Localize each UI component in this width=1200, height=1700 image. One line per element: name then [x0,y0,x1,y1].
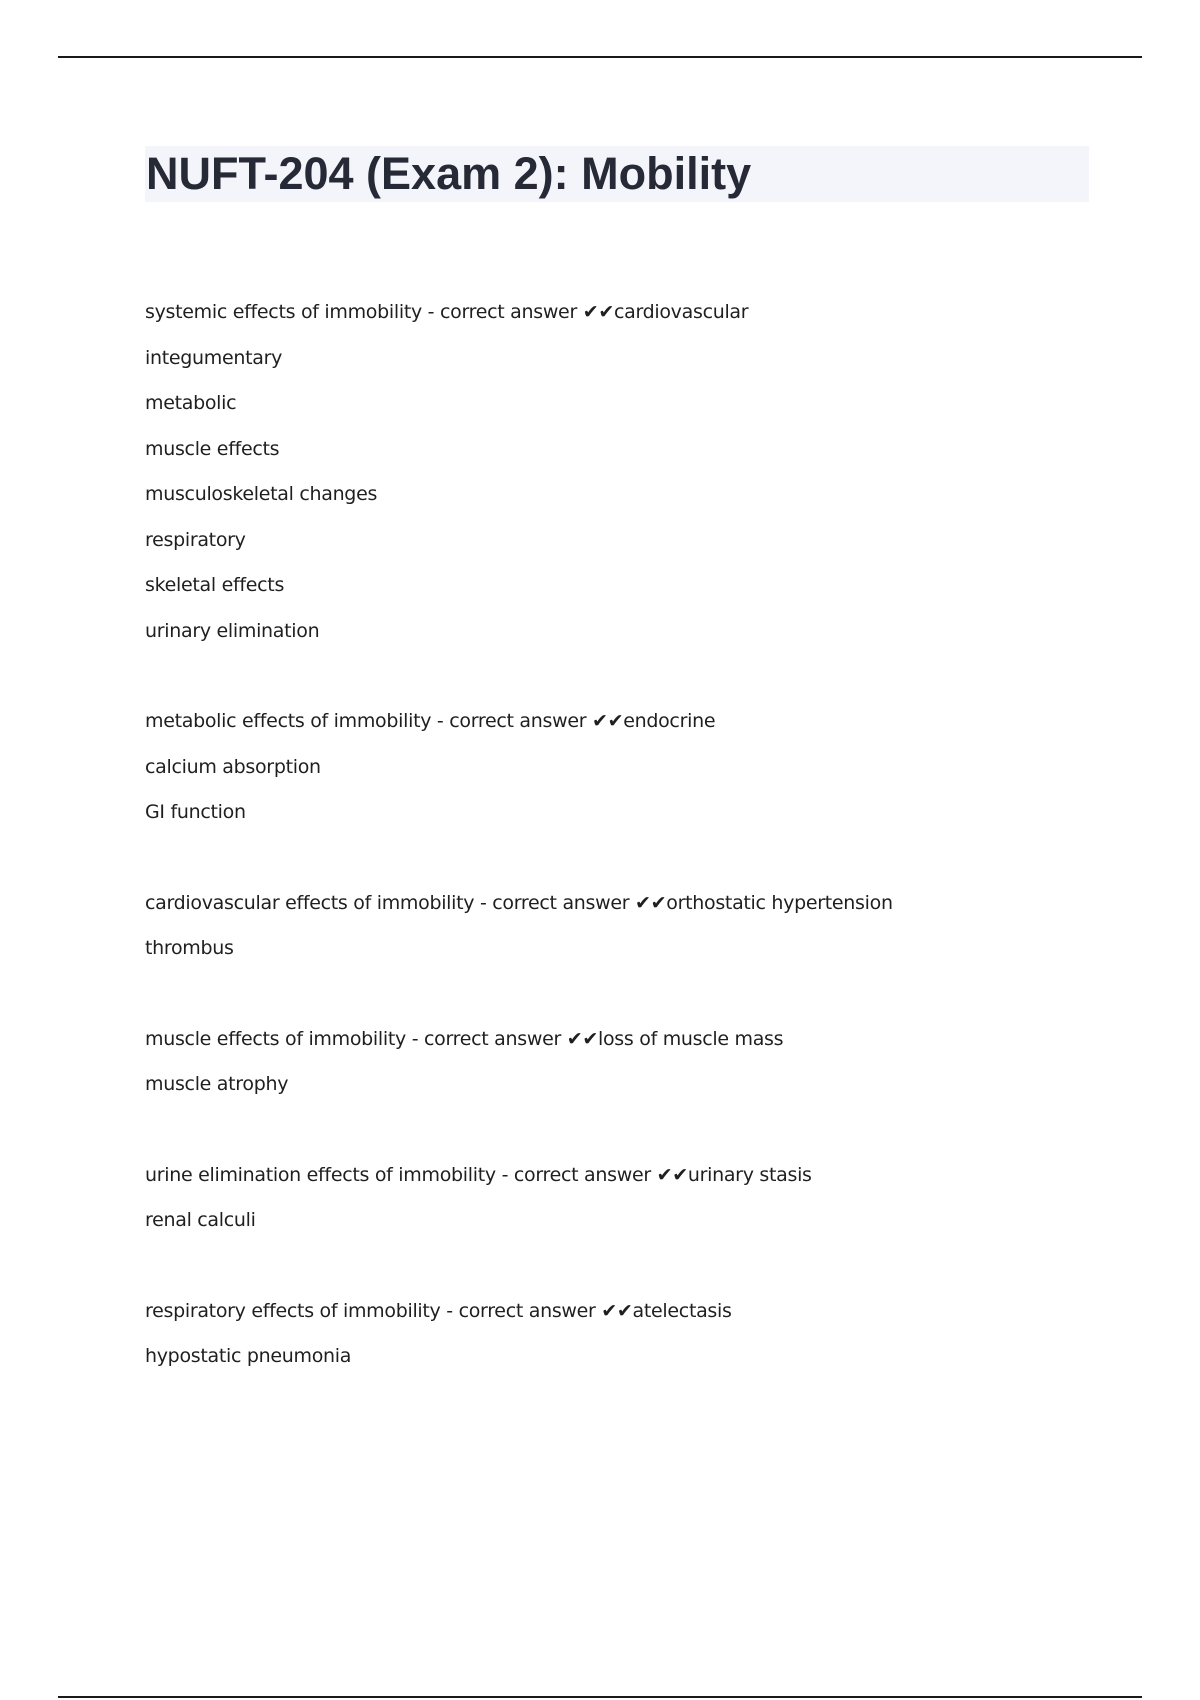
question-line [145,699,1105,745]
flashcard-entry [145,1153,1105,1244]
flashcard-list [145,290,1105,1425]
answer-text: orthostatic hypertension [666,891,893,914]
answer-line: metabolic [145,392,237,414]
question-text: cardiovascular effects of immobility [145,891,475,914]
answer-line: urinary elimination [145,619,320,642]
answer-text: cardiovascular [613,301,749,323]
answer-marker: correct answer ✔✔ [424,1027,598,1050]
separator: - [421,301,440,323]
separator: - [440,1299,459,1322]
answer-text: urinary stasis [687,1163,812,1186]
bottom-divider [58,1696,1142,1698]
question-text: systemic effects of immobility [145,301,422,323]
answer-line: GI function [145,801,246,823]
answer-line: skeletal effects [145,574,285,596]
answer-line: integumentary [145,346,283,369]
question-text: respiratory effects of immobility [145,1299,441,1322]
answer-marker: correct answer ✔✔ [439,301,614,323]
answer-line: muscle atrophy [145,1073,289,1095]
question-line [145,1289,1105,1335]
flashcard-entry [145,290,1105,654]
answer-marker: correct answer ✔✔ [492,891,667,914]
top-divider [58,56,1142,58]
answer-line: thrombus [145,937,234,959]
answer-marker: correct answer ✔✔ [513,1163,688,1186]
answer-line: musculoskeletal changes [145,483,378,505]
question-line [145,1153,1105,1199]
separator: - [431,710,450,732]
question-line [145,1017,1105,1063]
answer-line: calcium absorption [145,755,321,778]
flashcard-entry [145,699,1105,836]
answer-line: renal calculi [145,1209,256,1231]
answer-line: muscle effects [145,437,280,460]
separator: - [474,891,493,914]
answer-marker: correct answer ✔✔ [458,1299,633,1322]
answer-line: hypostatic pneumonia [145,1345,352,1367]
answer-text: endocrine [623,710,716,732]
question-line [145,290,1105,336]
document-title: NUFT-204 (Exam 2): Mobility [146,148,752,199]
question-text: metabolic effects of immobility [145,710,432,732]
answer-text: atelectasis [632,1299,732,1322]
flashcard-entry [145,881,1105,972]
separator: - [495,1163,514,1186]
answer-text: loss of muscle mass [598,1027,784,1050]
question-text: muscle effects of immobility [145,1027,406,1050]
question-line [145,881,1105,927]
question-text: urine elimination effects of immobility [145,1163,496,1186]
answer-marker: correct answer ✔✔ [449,710,624,732]
flashcard-entry [145,1017,1105,1108]
answer-line: respiratory [145,528,246,551]
separator: - [405,1027,425,1050]
flashcard-entry [145,1289,1105,1380]
